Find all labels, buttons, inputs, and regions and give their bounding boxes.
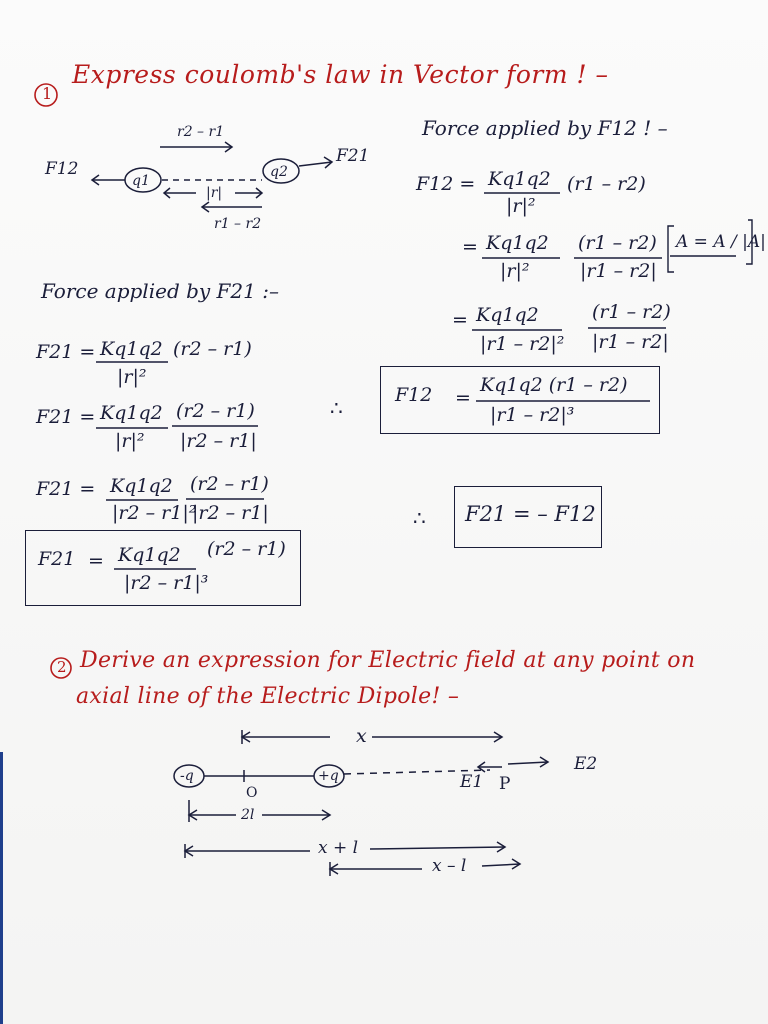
q2-charge-label: q2 [270,164,288,180]
f21-eq1-den: |r|² [117,366,147,388]
f21-eq1-lhs: F21 = [36,341,96,363]
therefore-symbol-1: ∴ [330,396,343,420]
f21-f12-relation: F21 = – F12 [465,502,596,526]
f12-eq1-lhs: F12 = [416,173,476,195]
f12-eq3-num: Kq1q2 [476,304,539,326]
f21-eq2-vden: |r2 – r1| [180,430,257,452]
f12-eq3-vden: |r1 – r2| [592,331,669,353]
f12-eq2-den: |r|² [500,260,530,282]
f12-result-lhs: F12 [395,384,433,406]
x-minus-l-label: x – l [432,856,467,876]
r2-minus-r1-label: r2 – r1 [177,124,225,140]
therefore-symbol-2: ∴ [413,506,426,530]
f12-result-den: |r1 – r2|³ [490,404,575,426]
q2-title-line1: Derive an expression for Electric field at any point on [80,648,696,673]
f21-result-num: Kq1q2 [118,544,181,566]
f21-result-den: |r2 – r1|³ [124,572,209,594]
f21-eq2-vnum: (r2 – r1) [176,400,255,422]
x-plus-l-label: x + l [318,838,359,858]
f12-eq2-vnum: (r1 – r2) [578,232,657,254]
f21-result-lhs: F21 [38,548,76,570]
f12-eq1-den: |r|² [506,195,536,217]
negative-charge-label: -q [180,768,194,784]
f12-eq3-den: |r1 – r2|² [480,333,565,355]
point-p-label: P [499,774,511,794]
q1-charge-label: q1 [132,173,150,189]
f21-result-vector: (r2 – r1) [207,538,286,560]
q2-number: 2 [57,658,67,676]
center-o-label: O [246,785,258,801]
f21-eq3-vden: |r2 – r1| [192,502,269,524]
f21-eq2-lhs: F21 = [36,406,96,428]
distance-r-label: |r| [206,185,223,201]
f21-label: F21 [336,146,370,166]
f21-result-equals: = [88,550,104,572]
f12-result-equals: = [455,387,471,409]
f21-heading: Force applied by F21 :– [41,279,279,303]
q1-number: 1 [42,84,53,103]
f12-label: F12 [45,159,79,179]
f12-eq2-num: Kq1q2 [486,232,549,254]
f21-eq2-den: |r|² [115,430,145,452]
f12-eq2-vden: |r1 – r2| [580,260,657,282]
e1-label: E1 [460,772,484,792]
unit-vector-note: A = A / |A| [676,232,766,252]
f12-result-num: Kq1q2 (r1 – r2) [480,374,628,396]
f12-heading: Force applied by F12 ! – [422,116,668,140]
f21-eq2-num: Kq1q2 [100,402,163,424]
f12-eq3-vnum: (r1 – r2) [592,301,671,323]
q2-title-line2: axial line of the Electric Dipole! – [76,684,460,709]
f21-eq1-vector: (r2 – r1) [173,338,252,360]
f12-eq2-equals: = [462,236,478,258]
positive-charge-label: +q [318,768,339,784]
e2-label: E2 [574,754,598,774]
f21-eq3-num: Kq1q2 [110,475,173,497]
dipole-length-label: 2l [241,807,255,823]
f21-eq1-num: Kq1q2 [100,338,163,360]
r1-minus-r2-label: r1 – r2 [214,216,262,232]
q1-title: Express coulomb's law in Vector form ! – [72,60,609,89]
f21-eq3-den: |r2 – r1|² [112,502,197,524]
distance-x-label: x [356,725,367,747]
f21-eq3-vnum: (r2 – r1) [190,473,269,495]
f12-eq3-equals: = [452,309,468,331]
f12-eq1-num: Kq1q2 [488,168,551,190]
f21-eq3-lhs: F21 = [36,478,96,500]
f12-eq1-vector: (r1 – r2) [567,173,646,195]
